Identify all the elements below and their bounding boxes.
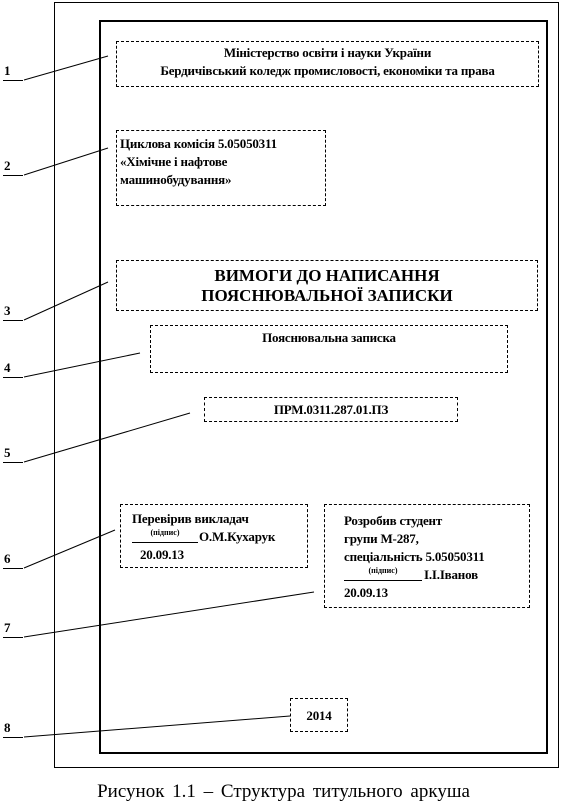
callout-number-7: 7 [4,620,11,635]
commission-title: Циклова комісія 5.05050311 [120,136,277,151]
callout-number-6: 6 [4,551,11,566]
callout-underline-6 [3,568,23,569]
callout-underline-4 [3,377,23,378]
author-date: 20.09.13 [344,585,388,600]
checked-by-signature-line [132,528,198,543]
callout-underline-2 [3,175,23,176]
checked-by-signature-row [132,528,306,546]
checked-by-date: 20.09.13 [140,547,184,562]
author-signature-label: (підпис) [368,566,398,575]
college-name: Бердичівський коледж промисловості, економіки та права [160,63,495,78]
figure-caption: Рисунок 1.1 – Структура титульного аркуша [97,781,470,802]
author-specialty: спеціальність 5.05050311 [344,549,485,564]
callout-number-5: 5 [4,445,11,460]
commission-specialty-line2: машинобудування» [120,172,232,187]
callout-underline-5 [3,462,23,463]
ministry-name: Міністерство освіти і науки України [223,45,432,60]
callout-number-8: 8 [4,720,11,735]
callout-underline-8 [3,737,23,738]
work-title-line1: ВИМОГИ ДО НАПИСАННЯ [214,266,440,285]
callout-number-3: 3 [4,303,11,318]
checked-by-signature-label: (підпис) [150,528,180,537]
author-role: Розробив студент [344,513,443,528]
author-group: групи М-287, [344,531,419,546]
callout-number-1: 1 [4,63,11,78]
callout-number-2: 2 [4,158,11,173]
callout-number-4: 4 [4,360,11,375]
year: 2014 [306,708,332,723]
author-signature-line [344,566,422,581]
document-code: ПРМ.0311.287.01.ПЗ [273,402,389,417]
work-title-line2: ПОЯСНЮВАЛЬНОЇ ЗАПИСКИ [201,286,453,305]
callout-underline-7 [3,637,23,638]
callout-underline-3 [3,320,23,321]
author-signature-row [344,566,526,584]
callout-underline-1 [3,80,23,81]
commission-specialty-line1: «Хімічне і нафтове [120,154,228,169]
author-name: І.І.Іванов [424,567,478,582]
document-type: Пояснювальна записка [262,330,396,345]
checked-by-role: Перевірив викладач [132,511,249,526]
checked-by-name: О.М.Кухарук [199,529,276,544]
